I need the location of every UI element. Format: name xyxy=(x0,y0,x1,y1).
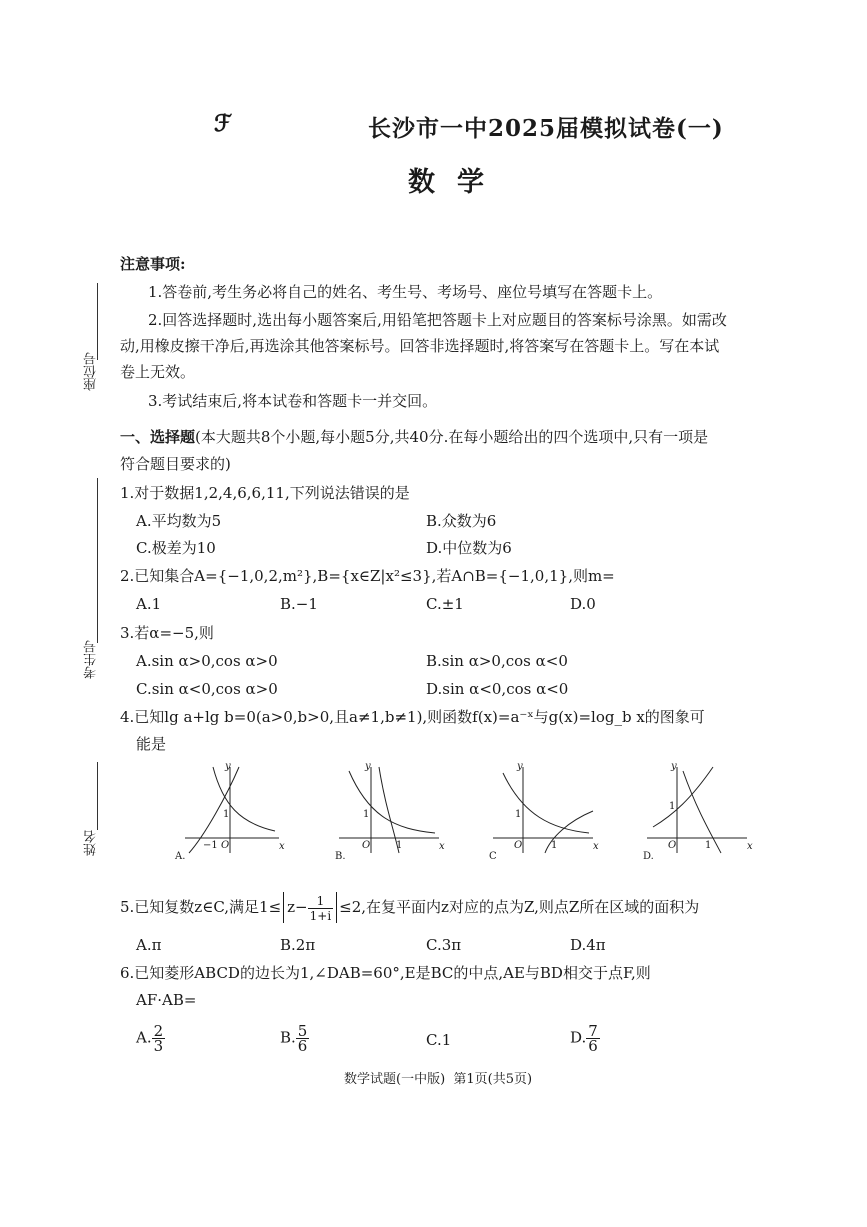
page-title: 长沙市一中2025届模拟试卷(一) xyxy=(368,115,724,142)
q3-option-b: B.sin α>0,cos α<0 xyxy=(426,652,568,670)
graph-a-x: x xyxy=(279,841,285,852)
note-2b: 动,用橡皮擦干净后,再选涂其他答案标号。回答非选择题时,将答案写在答题卡上。写在本试 xyxy=(120,337,720,355)
q6-a-label: A. xyxy=(136,1028,152,1047)
q2-stem: 2.已知集合A={−1,0,2,m²},B={x∈Z|x²≤3},若A∩B={−1,0,1},则m= xyxy=(120,567,615,585)
q5-option-d: D.4π xyxy=(570,936,606,954)
notes-heading: 注意事项: xyxy=(120,255,186,273)
graph-d-x: x xyxy=(747,841,753,852)
exam-no-label: 考生号 xyxy=(84,640,99,679)
graph-c-x: x xyxy=(593,841,599,852)
q4-stem-a: 4.已知lg a+lg b=0(a>0,b>0,且a≠1,b≠1),则函数f(x)=a⁻ˣ与g(x)=log_b x的图象可 xyxy=(120,708,705,726)
graph-d xyxy=(643,761,755,862)
graph-c xyxy=(489,761,601,862)
q5-option-c: C.3π xyxy=(426,936,462,954)
q6-b-label: B. xyxy=(280,1028,296,1047)
graph-c-label: C xyxy=(489,851,497,862)
graph-b-one-y: 1 xyxy=(363,809,370,820)
graph-c-one-y: 1 xyxy=(515,809,522,820)
q6-b-num: 5 xyxy=(297,1022,308,1040)
q6-option-d xyxy=(570,1024,600,1053)
note-3: 3.考试结束后,将本试卷和答题卡一并交回。 xyxy=(148,392,438,410)
graph-d-one-x: 1 xyxy=(705,840,712,851)
q6-d-frac xyxy=(586,1024,600,1053)
graph-a xyxy=(175,761,287,862)
q6-stem-a: 6.已知菱形ABCD的边长为1,∠DAB=60°,E是BC的中点,AE与BD相交于点F,则 xyxy=(120,964,651,982)
q3-option-a: A.sin α>0,cos α>0 xyxy=(136,652,278,670)
exam-no-line xyxy=(97,478,98,643)
q6-b-den: 6 xyxy=(297,1037,308,1055)
graph-c-y: y xyxy=(517,761,523,772)
q6-a-frac xyxy=(152,1024,166,1053)
graph-b-o: O xyxy=(362,840,371,851)
q6-d-label: D. xyxy=(570,1028,587,1047)
q5-stem-post: ≤2,在复平面内z对应的点为Z,则点Z所在区域的面积为 xyxy=(339,898,700,916)
q1-option-b: B.众数为6 xyxy=(426,512,497,530)
q5-option-b: B.2π xyxy=(280,936,316,954)
q5-abs-left: z− xyxy=(287,898,308,916)
q1-option-c: C.极差为10 xyxy=(136,539,216,557)
q5-stem-pre: 5.已知复数z∈C,满足1≤ xyxy=(120,898,282,916)
subject-title: 数学 xyxy=(408,167,506,198)
q6-option-b xyxy=(280,1024,309,1053)
q5-abs-value xyxy=(283,892,337,923)
graph-b-y: y xyxy=(365,761,371,772)
q4-stem-b: 能是 xyxy=(136,735,167,753)
graph-b xyxy=(335,761,447,862)
graph-d-o: O xyxy=(668,840,677,851)
graph-b-x: x xyxy=(439,841,445,852)
name-label: 姓名 xyxy=(84,830,99,856)
q6-option-c: C.1 xyxy=(426,1031,452,1049)
graph-c-one-x: 1 xyxy=(551,840,558,851)
section1-heading: 一、选择题 xyxy=(120,428,196,446)
q6-stem-b: AF·AB= xyxy=(136,991,197,1009)
graph-d-one-y: 1 xyxy=(669,801,676,812)
q1-option-a: A.平均数为5 xyxy=(136,512,222,530)
q5-option-a: A.π xyxy=(136,936,162,954)
graph-a-neg1: −1 xyxy=(203,840,218,851)
q2-option-d: D.0 xyxy=(570,595,596,613)
note-2c: 卷上无效。 xyxy=(120,363,196,381)
q3-stem: 3.若α=−5,则 xyxy=(120,624,214,642)
seat-line xyxy=(97,283,98,360)
graph-b-label: B. xyxy=(335,851,346,862)
seat-label: 座位号 xyxy=(84,352,99,391)
section1-line1 xyxy=(120,427,708,447)
q1-stem: 1.对于数据1,2,4,6,6,11,下列说法错误的是 xyxy=(120,484,410,502)
q2-option-b: B.−1 xyxy=(280,595,318,613)
name-line xyxy=(97,762,98,830)
q6-a-num: 2 xyxy=(153,1022,164,1040)
q5-stem xyxy=(120,892,699,923)
q3-option-c: C.sin α<0,cos α>0 xyxy=(136,680,278,698)
q6-d-den: 6 xyxy=(588,1037,598,1055)
graph-a-one: 1 xyxy=(223,809,230,820)
section1-desc-b: 符合题目要求的) xyxy=(120,455,231,473)
q6-b-frac xyxy=(296,1024,310,1053)
q5-frac-den: 1+i xyxy=(309,908,332,923)
q5-fraction xyxy=(308,894,334,923)
note-1: 1.答卷前,考生务必将自己的姓名、考生号、考场号、座位号填写在答题卡上。 xyxy=(148,283,663,301)
q6-d-num: 7 xyxy=(588,1022,598,1040)
q6-option-a xyxy=(136,1024,165,1053)
header-mark: ℱ xyxy=(214,110,234,137)
graph-d-y: y xyxy=(671,761,677,772)
graph-b-one-x: 1 xyxy=(396,840,403,851)
q2-option-c: C.±1 xyxy=(426,595,464,613)
graph-c-o: O xyxy=(514,840,523,851)
q5-frac-num: 1 xyxy=(308,894,334,909)
q6-a-den: 3 xyxy=(153,1037,164,1055)
section1-desc-a: (本大题共8个小题,每小题5分,共40分.在每小题给出的四个选项中,只有一项是 xyxy=(195,428,709,446)
note-2a: 2.回答选择题时,选出每小题答案后,用铅笔把答题卡上对应题目的答案标号涂黑。如需改 xyxy=(148,311,727,329)
graph-d-label: D. xyxy=(643,851,654,862)
q1-option-d: D.中位数为6 xyxy=(426,539,512,557)
page-footer: 数学试题(一中版) 第1页(共5页) xyxy=(344,1072,533,1087)
q2-option-a: A.1 xyxy=(136,595,162,613)
graph-a-label: A. xyxy=(175,851,186,862)
graph-a-y: y xyxy=(225,761,231,772)
q3-option-d: D.sin α<0,cos α<0 xyxy=(426,680,569,698)
graph-a-o: O xyxy=(221,840,230,851)
